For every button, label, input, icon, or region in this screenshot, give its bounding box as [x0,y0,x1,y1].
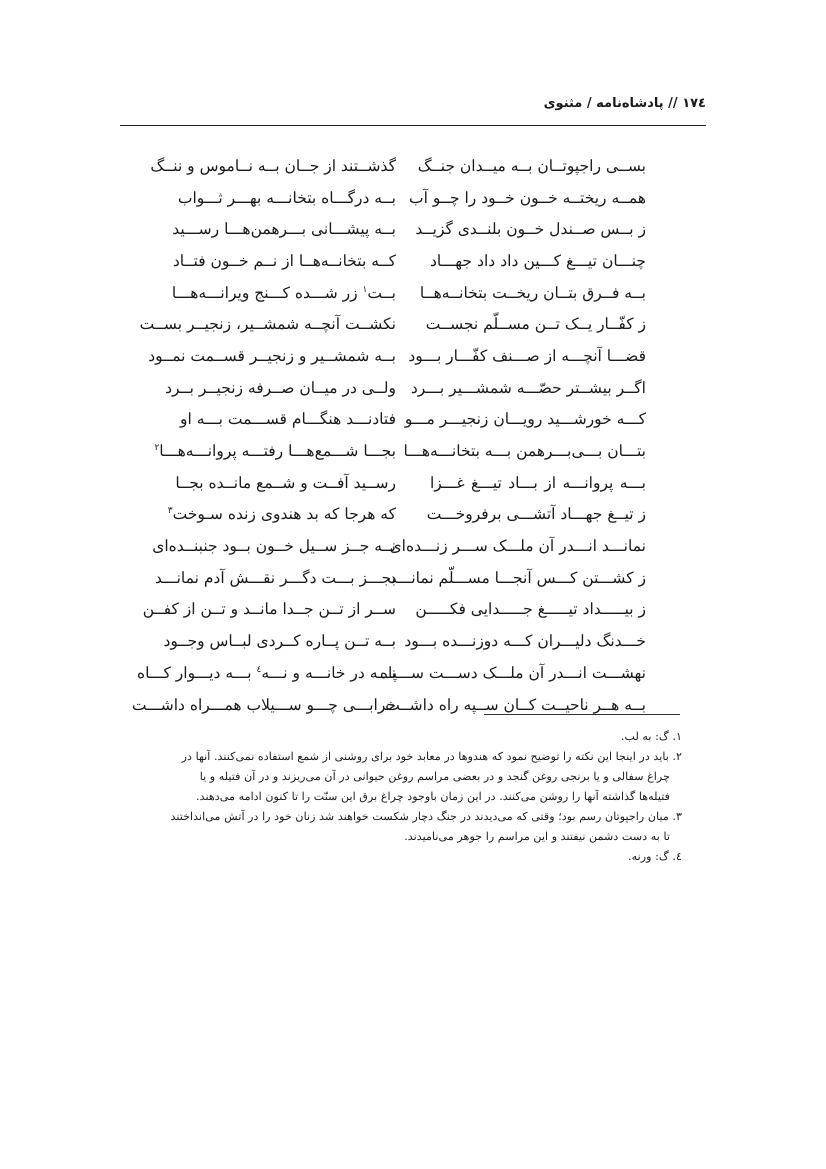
page-header [120,96,706,116]
couplet [152,530,646,562]
couplet [171,277,646,309]
hemistich-left [131,695,396,714]
header-rule [120,125,706,126]
footnote [148,847,682,867]
hemistich-left [152,537,396,556]
hemistich-text: که هرجا که بد هندوی زنده سـوخت [172,505,396,524]
hemistich-right: ز کفّــار یــک تــن مســلّم نجســت [425,315,646,334]
poem [131,150,646,720]
hemistich-left [172,251,396,270]
footnote [148,807,682,847]
hemistich-right: ز تیــغ جهـــاد آتشـــی برفروخـــت [426,505,646,524]
hemistich-right: اگــر بیشــتر حصّـــه شمشـــیر بـــرد [410,378,646,397]
hemistich-text: بــه درگـــاه بتخانـــه بهـــر ثـــواب [177,188,396,207]
footnote-line: ٢. باید در اینجا این نکته را توضیح نمود که هندوها در معابد خود برای روشنی از شمع استفاده نمی‌کنند. آنها در [181,750,682,763]
couplet [139,308,646,340]
hemistich-left [165,378,396,397]
hemistich-right: همــه ریختــه خــون خــود را چــو آب [409,188,646,207]
couplet [142,594,646,626]
hemistich-left [175,473,396,492]
hemistich-right: ز بــس صــندل خــون بلنــدی گزیــد [415,220,646,239]
hemistich-left [150,156,396,175]
hemistich-left [154,568,396,587]
hemistich-text: ســر از تــن جــدا مانــد و تــن از کفــن [142,600,396,619]
hemistich-text: ولــی در میــان صــرفه زنجیــر بــرد [165,378,396,397]
footnote-ref: ١ [362,284,368,295]
hemistich-right: بتـــان بـــی‌بـــرهمن بـــه بتخانـــه‌هـــا [403,442,646,461]
hemistich-left [139,315,396,334]
hemistich-text: فتادنـــد هنگـــام قســـمت بـــه او [180,410,396,429]
hemistich-text: بــت [367,283,396,302]
hemistich-right: نمانـــد انـــدر آن ملـــک ســـر زنـــده‌ای [389,537,646,556]
footnote-line: ٤. گ: ورنه. [628,850,682,863]
hemistich-left [163,632,396,651]
hemistich-text: بـــه دیـــوار کـــاه [137,663,257,682]
hemistich-text: نـــه در خانـــه و نـــه [261,663,396,682]
footnote-line: تا به دست دشمن نیفتند و این مراسم را جوهر می‌نامیدند. [404,830,670,843]
couplet [150,150,646,182]
hemistich-left [172,220,396,239]
hemistich-left [177,188,396,207]
couplet [180,404,646,436]
page-number: ١٧٤ [682,96,706,111]
hemistich-right: چنـــان تیـــغ کـــین داد داد جهـــاد [430,251,646,270]
couplet [172,245,646,277]
hemistich-right: بســی راجپوتــان بــه میــدان جنــگ [417,156,646,175]
hemistich-right: نهشـــت انـــدر آن ملـــک دســـت ســـپاه [379,663,646,682]
hemistich-left [137,663,396,682]
hemistich-right: بــه فــرق بتــان ریخــت بتخانــه‌هــا [419,283,646,302]
hemistich-text: رســید آفــت و شــمع مانــده بجــا [175,473,396,492]
couplet [131,689,646,721]
hemistich-left [167,505,396,524]
hemistich-text: بــه شمشــیر و زنجیــر قســمت نمــود [148,346,396,365]
hemistich-text: نکشــت آنچــه شمشــیر، زنجیــر بســت [139,315,396,334]
hemistich-text: بجـــا شـــمع‌هـــا رفتـــه پروانـــه‌هـــا [159,442,396,461]
hemistich-right: بــه هــر ناحیــت کــان ســپه راه داشــت [385,695,646,714]
footnote-line: فتیله‌ها گذاشته آنها را روشن می‌کنند. در این زمان باوجود چراغ برق این سنّت را تا کنون ادامه می‌دهند. [196,790,670,803]
hemistich-text: خرابـــی چـــو ســـیلاب همـــراه داشـــت [131,695,396,714]
hemistich-text: زر شـــده کـــنج ویرانـــه‌هـــا [171,283,363,302]
hemistich-left [148,346,396,365]
couplet [167,499,646,531]
couplet [137,657,646,689]
footnote [148,747,682,807]
footnote-ref: ٤ [256,664,262,675]
footnote-line: ١. گ: به لب. [620,730,682,743]
couplet [172,213,646,245]
hemistich-right: بـــه پروانـــه از بـــاد تیـــغ غـــزا [430,473,646,492]
couplet [154,435,646,467]
couplet [175,467,646,499]
hemistich-right: قضـــا آنچـــه از صـــنف کفّـــار بـــود [408,346,646,365]
footnote-rule [484,714,680,715]
hemistich-left [142,600,396,619]
hemistich-left [171,283,396,302]
hemistich-right: ز بیـــــداد تیـــــغ جـــــدایی فکـــــن [415,600,646,619]
hemistich-text: بــه تــن پــاره کــردی لبــاس وجــود [163,632,396,651]
couplet [163,625,646,657]
couplet [177,182,646,214]
hemistich-text: کــه بتخانــه‌هــا از نــم خــون فتــاد [172,251,396,270]
footnote-ref: ٢ [154,442,160,453]
footnote-ref: ٣ [167,506,173,517]
header-separator: // [663,96,683,111]
couplet [165,372,646,404]
hemistich-text: بجـــز بـــت دگـــر نقـــش آدم نمانـــد [154,568,396,587]
footnote-line: چراغ سفالی و یا برنجی روغن گنجد و در بعضی مراسم روغن حیوانی در آن می‌ریزند و در آن فتیله و یا [199,770,670,783]
couplet [154,562,646,594]
hemistich-left [154,442,396,461]
hemistich-right: ز کشـــتن کـــس آنجـــا مســـلّم نمانـــد [389,568,646,587]
hemistich-left [180,410,396,428]
footnotes [148,727,682,867]
hemistich-right: خـــدنگ دلیـــران کـــه دوزنـــده بـــود [404,632,646,651]
hemistich-text: نــه جــز ســیل خــون بــود جنبنــده‌ای [152,537,396,556]
running-title: پادشاه‌نامه / مثنوی [543,96,664,111]
hemistich-right: کـــه خورشـــید رویـــان زنجیـــر مـــو [404,410,646,429]
footnote [148,727,682,747]
footnote-line: ٣. میان راجپوتان رسم بود؛ وقتی که می‌دیدند در جنگ دچار شکست خواهند شد زنان خود را در آتش می‌انداختند [170,810,682,823]
hemistich-text: گذشــتند از جــان بــه نــاموس و ننــگ [150,156,396,175]
hemistich-text: بــه پیشـــانی بـــرهمن‌هـــا رســـید [172,220,396,239]
couplet [148,340,646,372]
